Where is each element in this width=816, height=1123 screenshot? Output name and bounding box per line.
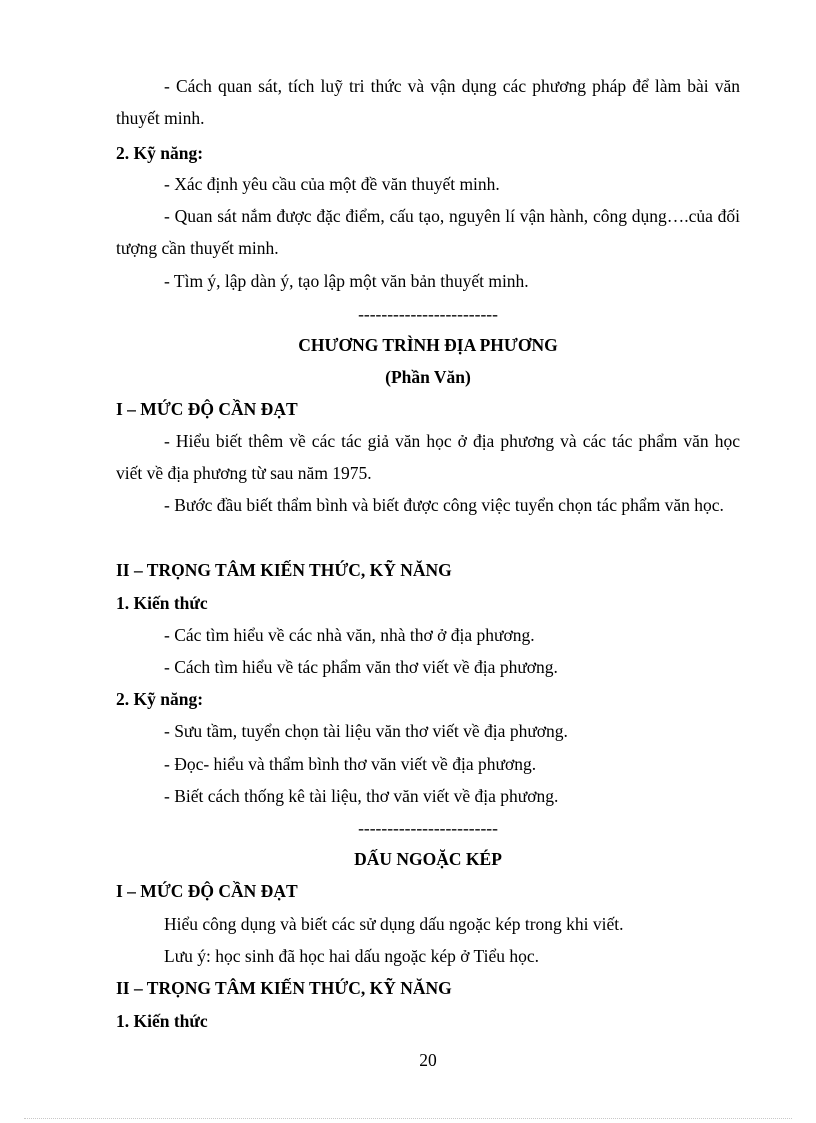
knowledge-item-method: - Cách quan sát, tích luỹ tri thức và vận dụng các phương pháp để làm bài văn thuyết minh. (116, 76, 740, 128)
focus-heading: II – TRỌNG TÂM KIẾN THỨC, KỸ NĂNG (116, 560, 452, 580)
skill-item: - Sưu tầm, tuyển chọn tài liệu văn thơ viết về địa phương. (164, 721, 568, 741)
page-number: 20 (419, 1050, 437, 1070)
level-item: Hiểu công dụng và biết các sử dụng dấu ngoặc kép trong khi viết. (164, 914, 624, 934)
level-heading: I – MỨC ĐỘ CẦN ĐẠT (116, 881, 298, 901)
knowledge-item: - Cách tìm hiểu về tác phẩm văn thơ viết về địa phương. (164, 657, 558, 677)
knowledge-item: - Các tìm hiểu về các nhà văn, nhà thơ ở địa phương. (164, 625, 535, 645)
section-title: CHƯƠNG TRÌNH ĐỊA PHƯƠNG (298, 335, 558, 355)
knowledge-heading: 1. Kiến thức (116, 593, 208, 613)
level-heading: I – MỨC ĐỘ CẦN ĐẠT (116, 399, 298, 419)
footer-divider (24, 1118, 792, 1119)
section-title: DẤU NGOẶC KÉP (354, 849, 502, 869)
skill-item: - Tìm ý, lập dàn ý, tạo lập một văn bản thuyết minh. (164, 271, 529, 291)
focus-heading: II – TRỌNG TÂM KIẾN THỨC, KỸ NĂNG (116, 978, 452, 998)
section-divider: ------------------------ (358, 818, 498, 838)
section-divider: ------------------------ (358, 304, 498, 324)
section-subtitle: (Phần Văn) (385, 367, 471, 387)
skill-item: - Đọc- hiểu và thẩm bình thơ văn viết về địa phương. (164, 754, 537, 774)
knowledge-heading: 1. Kiến thức (116, 1011, 208, 1031)
level-item: - Bước đầu biết thẩm bình và biết được công việc tuyển chọn tác phẩm văn học. (164, 495, 724, 515)
skill-item: - Quan sát nắm được đặc điểm, cấu tạo, nguyên lí vận hành, công dụng….của đối tượng cần thuyết minh. (116, 206, 740, 258)
skills-heading: 2. Kỹ năng: (116, 143, 204, 163)
skill-item: - Xác định yêu cầu của một đề văn thuyết minh. (164, 174, 500, 194)
level-item: Lưu ý: học sinh đã học hai dấu ngoặc kép ở Tiểu học. (164, 946, 539, 966)
level-item: - Hiểu biết thêm về các tác giả văn học ở địa phương và các tác phẩm văn học viết về địa phương từ sau năm 1975. (116, 431, 740, 483)
skills-heading: 2. Kỹ năng: (116, 689, 204, 709)
skill-item: - Biết cách thống kê tài liệu, thơ văn viết về địa phương. (164, 786, 559, 806)
